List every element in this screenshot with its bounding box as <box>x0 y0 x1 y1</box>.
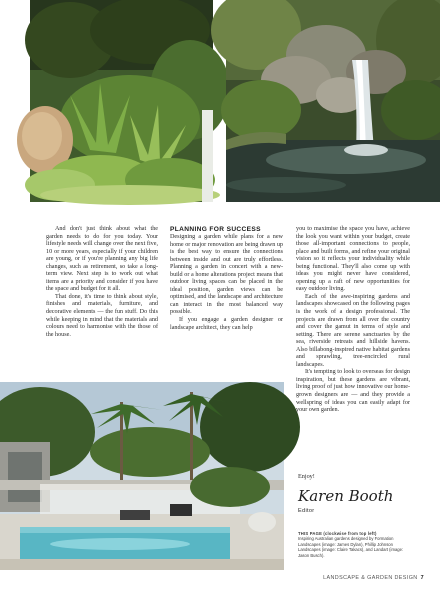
page-footer <box>323 575 424 581</box>
signoff-enjoy: Enjoy! <box>298 473 315 480</box>
body-column-3 <box>296 226 410 415</box>
col2-paragraph: Designing a garden while plans for a new home or major renovation are being drawn up is the best way to ensure the connections between inside and out are truly effortless. Planning a garden in concert with a new-build or a home alterations project means that outdoor living spaces can be placed in the ideal position, garden views can be optimised, and the landscape and architecture can interact in the most balanced way possible. <box>170 234 283 316</box>
col2-paragraph: If you engage a garden designer or landscape architect, they can help <box>170 317 283 331</box>
caption-text: Inspiring Australian gardens designed by Formation Landscapes (image: James Dylan), Phillip Johnson Landscapes (image: Claire Takacs), and Landart (image: Jason Busch). <box>298 536 404 558</box>
col1-paragraph: That done, it's time to think about style, finishes and materials, furniture, and decorative elements — the fun stuff. Do this while keeping in mind that the materials and colours need to harmonise with the those of the house. <box>46 293 158 338</box>
signature-text: Karen Booth <box>298 487 394 505</box>
garden-photo <box>30 0 213 202</box>
photo-caption <box>298 531 410 558</box>
magazine-name: LANDSCAPE & GARDEN DESIGN <box>323 575 418 581</box>
col3-paragraph: you to maximise the space you have, achieve the look you want within your budget, create those all-important connections to people, place and built forms, and refine your original vision so it reflects your individuality while being functional. They'll also come up with ideas you might never have considered, opening up a raft of new opportunities for easy outdoor living. <box>296 226 410 293</box>
pool-photo <box>0 382 284 570</box>
page-number: 7 <box>420 575 424 581</box>
col3-paragraph: It's tempting to look to overseas for design inspiration, but these gardens are vibrant, living proof of just how innovative our home-grown designers are — and they provide a wellspring of ideas you can easily adapt for your own garden. <box>296 369 410 414</box>
editor-signature <box>296 481 394 509</box>
waterfall-photo <box>226 0 440 202</box>
caption-label: THIS PAGE (clockwise from top left) <box>298 531 377 536</box>
col3-paragraph: Each of the awe-inspiring gardens and landscapes showcased on the following pages is the work of a design professional. The projects are drawn from all over the country and cover the gamut in terms of style and setting. There are serene sanctuaries by the sea, riverside retreats and hillside havens. Also billabong-inspired native habitat gardens and sprawling, tree-encircled rural landscapes. <box>296 293 410 368</box>
body-column-1 <box>46 226 158 339</box>
body-column-2 <box>170 226 283 332</box>
section-heading: PLANNING FOR SUCCESS <box>170 226 261 233</box>
col1-paragraph: And don't just think about what the garden needs to do for you today. Your lifestyle needs will change over the next five, 10 or more years, especially if your children are young, or if you're planning any big life changes, such as retirement, so take a long-term view. Next step is to work out what items are a priority and consider if you have the space and budget for it all. <box>46 226 158 293</box>
signoff-role: Editor <box>298 508 315 514</box>
